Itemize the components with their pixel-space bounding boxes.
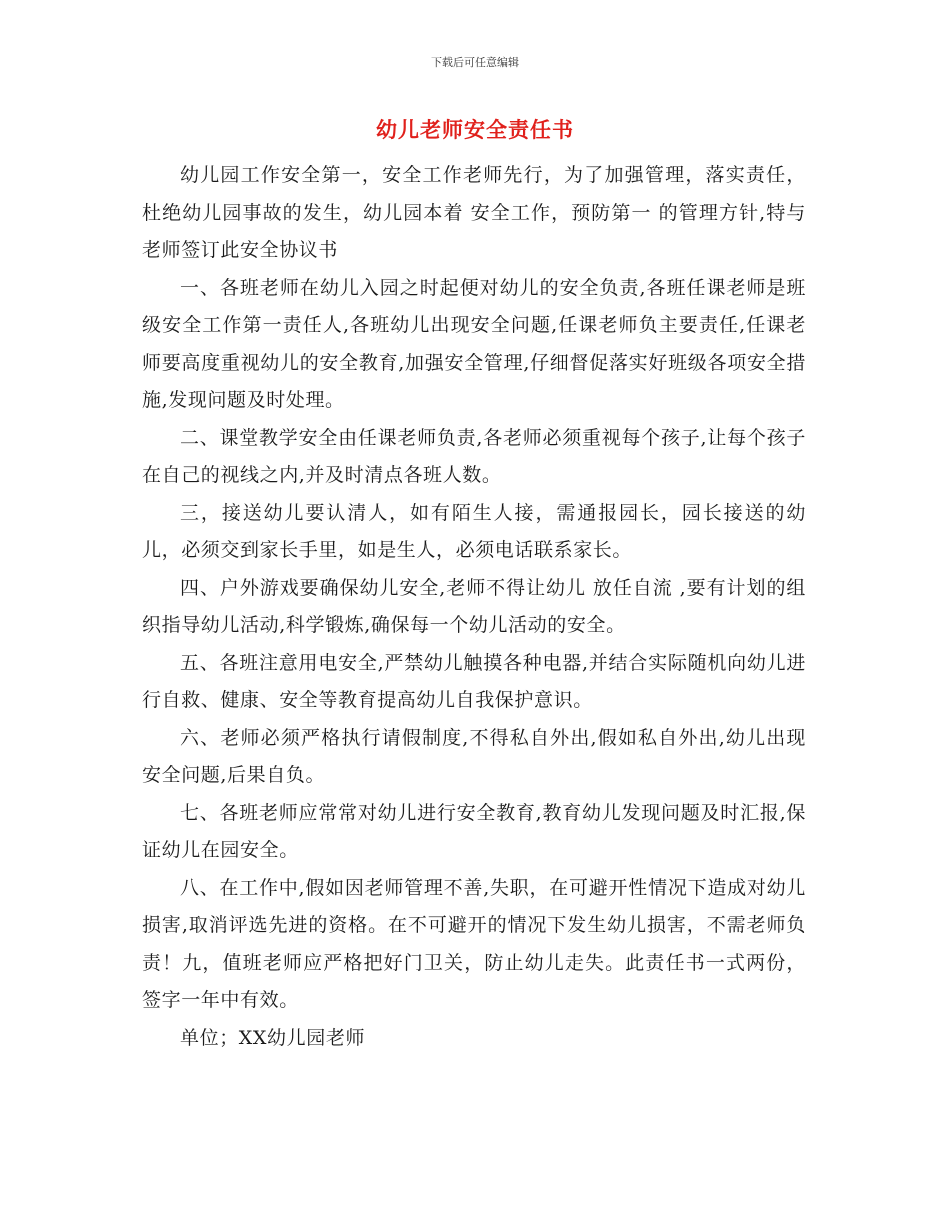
paragraph-clause-4: 四、户外游戏要确保幼儿安全,老师不得让幼儿 放任自流 ,要有计划的组织指导幼儿活动,科学锻炼,确保每一个幼儿活动的安全。 bbox=[142, 576, 806, 636]
paragraph-clause-8: 八、在工作中,假如因老师管理不善,失职，在可避开性情况下造成对幼儿损害,取消评选先进的资格。在不可避开的情况下发生幼儿损害，不需老师负责！九，值班老师应严格把好门卫关，防止幼儿走失。此责任书一式两份，签字一年中有效。 bbox=[142, 876, 806, 1011]
paragraph-clause-7: 七、各班老师应常常对幼儿进行安全教育,教育幼儿发现问题及时汇报,保证幼儿在园安全。 bbox=[142, 801, 806, 861]
document-title: 幼儿老师安全责任书 bbox=[376, 117, 574, 142]
paragraph-clause-3: 三，接送幼儿要认清人，如有陌生人接，需通报园长，园长接送的幼儿，必须交到家长手里，如是生人，必须电话联系家长。 bbox=[142, 501, 806, 561]
paragraph-clause-5: 五、各班注意用电安全,严禁幼儿触摸各种电器,并结合实际随机向幼儿进行自救、健康、安全等教育提高幼儿自我保护意识。 bbox=[142, 651, 806, 711]
paragraph-clause-1: 一、各班老师在幼儿入园之时起便对幼儿的安全负责,各班任课老师是班级安全工作第一责任人,各班幼儿出现安全问题,任课老师负主要责任,任课老师要高度重视幼儿的安全教育,加强安全管理,仔细督促落实好班级各项安全措施,发现问题及时处理。 bbox=[142, 276, 806, 411]
page-header-note: 下载后可任意编辑 bbox=[431, 56, 519, 69]
paragraph-intro: 幼儿园工作安全第一，安全工作老师先行，为了加强管理，落实责任，杜绝幼儿园事故的发生，幼儿园本着 安全工作，预防第一 的管理方针,特与老师签订此安全协议书 bbox=[142, 164, 806, 261]
paragraph-clause-6: 六、老师必须严格执行请假制度,不得私自外出,假如私自外出,幼儿出现安全问题,后果自负。 bbox=[142, 726, 806, 786]
document-body bbox=[142, 157, 806, 1057]
paragraph-clause-2: 二、课堂教学安全由任课老师负责,各老师必须重视每个孩子,让每个孩子在自己的视线之内,并及时清点各班人数。 bbox=[142, 426, 806, 486]
signature-unit: 单位；XX幼儿园老师 bbox=[180, 1026, 366, 1049]
